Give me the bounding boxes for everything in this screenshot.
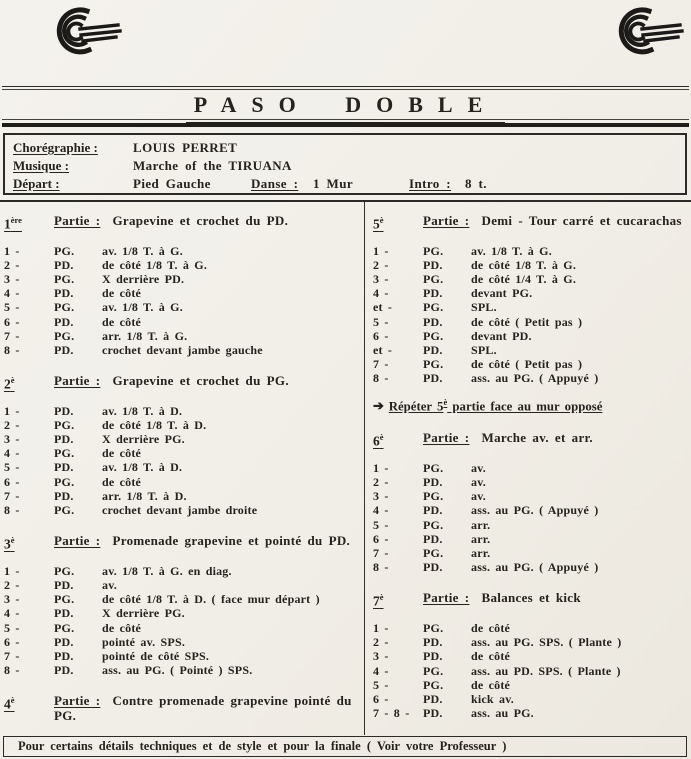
step-count: 7 -: [373, 357, 389, 372]
step-foot: PD.: [54, 286, 74, 301]
step-row: [4, 460, 358, 474]
step-count: 1 -: [4, 403, 20, 418]
step-row: [373, 518, 687, 532]
step-row: [4, 635, 358, 649]
step-foot: PD.: [423, 531, 443, 546]
step-foot: PG.: [423, 300, 444, 315]
step-action: kick av.: [471, 691, 514, 706]
left-column: [0, 202, 364, 735]
choreography-value: LOUIS PERRET: [133, 140, 238, 155]
step-row: [373, 461, 687, 475]
part-number-suffix: è: [379, 215, 384, 225]
step-row: [4, 606, 358, 620]
step-count: 2 -: [4, 417, 20, 432]
step-row: [4, 418, 358, 432]
part-header: [4, 533, 358, 552]
step-foot: PG.: [423, 243, 444, 258]
step-action: de côté 1/8 T. à G.: [471, 257, 577, 272]
step-row: [4, 475, 358, 489]
step-foot: PG.: [54, 446, 75, 461]
step-count: 6 -: [373, 328, 389, 343]
step-count: 5 -: [4, 460, 20, 475]
step-foot: PD.: [54, 403, 74, 418]
concentric-arcs-icon: [608, 4, 684, 58]
part-header: [4, 693, 358, 723]
parts-columns: [0, 200, 691, 735]
step-action: av.: [471, 475, 486, 489]
step-row: [4, 503, 358, 517]
step-count: 4 -: [373, 503, 389, 518]
footer-note-text: Pour certains détails techniques et de style et pour la finale ( Voir votre Professeur ): [18, 739, 507, 753]
step-row: [373, 649, 687, 663]
step-row: [4, 258, 358, 272]
part-title: Partie : Grapevine et crochet du PG.: [54, 373, 289, 389]
step-count: et -: [373, 342, 393, 357]
step-count: 3 -: [373, 649, 389, 664]
part-title: Partie : Demi - Tour carré et cucarachas: [423, 213, 682, 228]
step-foot: PD.: [54, 257, 74, 272]
step-count: 6 -: [4, 634, 20, 649]
step-action: de côté: [471, 649, 511, 664]
part-header: [4, 213, 358, 232]
note-text: è: [443, 396, 448, 407]
step-row: [373, 272, 687, 286]
part-title: Partie : Contre promenade grapevine pointé du PG.: [54, 693, 352, 724]
part-title: Partie : Balances et kick: [423, 590, 581, 606]
step-row: [373, 286, 687, 300]
dance-info-box: [3, 133, 687, 195]
step-row: [373, 489, 687, 503]
step-count: 3 -: [373, 271, 389, 286]
step-foot: PD.: [54, 634, 74, 649]
step-foot: PD.: [423, 691, 443, 706]
step-count: 4 -: [373, 663, 389, 678]
step-count: et -: [373, 300, 393, 315]
step-action: ass. au PG. SPS. ( Plante ): [471, 635, 622, 650]
step-row: [373, 357, 687, 371]
step-action: devant PG.: [471, 286, 533, 301]
part-number: 1ère: [4, 215, 22, 232]
part-number-suffix: è: [10, 535, 15, 546]
part-title: Partie : Marche av. et arr.: [423, 430, 593, 446]
step-action: de côté: [102, 620, 142, 635]
step-foot: PG.: [54, 328, 75, 343]
part-section-1: [4, 213, 358, 357]
step-row: [4, 286, 358, 300]
step-foot: PD.: [423, 342, 443, 357]
step-foot: PG.: [423, 546, 444, 561]
step-action: de côté: [471, 677, 511, 692]
step-row: [373, 329, 687, 343]
step-count: 1 -: [373, 243, 389, 258]
step-count: 7 - 8 -: [373, 706, 410, 721]
step-foot: PG.: [423, 517, 444, 532]
step-foot: PG.: [423, 328, 444, 343]
footer-note-box: [3, 736, 687, 757]
step-row: [4, 621, 358, 635]
part-label: Partie :: [54, 693, 101, 709]
step-foot: PG.: [54, 503, 75, 518]
step-foot: PD.: [54, 488, 74, 503]
part-header: [373, 590, 687, 609]
start-label: Départ :: [13, 176, 60, 191]
step-count: 3 -: [4, 592, 20, 607]
step-foot: PD.: [423, 503, 443, 518]
step-action: arr. 1/8 T. à D.: [102, 488, 187, 503]
step-action: arr.: [471, 517, 491, 532]
step-count: 5 -: [4, 620, 20, 635]
step-action: av. 1/8 T. à D.: [102, 403, 183, 418]
intro-label: Intro :: [409, 176, 452, 191]
part-label: Partie :: [423, 213, 470, 228]
page-title: PASO DOBLE: [186, 92, 506, 123]
step-foot: PG.: [423, 677, 444, 692]
part-header: [373, 430, 687, 449]
part-header: [4, 373, 358, 392]
step-row: [373, 560, 687, 574]
step-action: ass. au PG. ( Appuyé ): [471, 560, 599, 575]
step-foot: PD.: [423, 706, 443, 721]
step-count: 7 -: [373, 546, 389, 561]
step-row: [4, 649, 358, 663]
step-count: 6 -: [4, 314, 20, 329]
info-row-start: [13, 175, 675, 193]
step-count: 8 -: [4, 663, 20, 678]
step-count: 6 -: [373, 531, 389, 546]
part-section-6: [373, 430, 687, 574]
step-row: [373, 706, 687, 720]
step-action: crochet devant jambe droite: [102, 503, 258, 518]
step-count: 2 -: [373, 257, 389, 272]
right-column: [364, 202, 691, 735]
step-foot: PG.: [54, 417, 75, 432]
step-action: pointé av. SPS.: [102, 634, 186, 649]
step-row: [4, 446, 358, 460]
step-action: X derrière PD.: [102, 271, 185, 286]
step-count: 6 -: [373, 691, 389, 706]
step-action: de côté 1/4 T. à G.: [471, 271, 577, 286]
step-count: 5 -: [4, 300, 20, 315]
step-foot: PD.: [423, 257, 443, 272]
step-action: de côté ( Petit pas ): [471, 314, 583, 329]
step-count: 7 -: [4, 648, 20, 663]
step-count: 2 -: [4, 577, 20, 592]
step-count: 8 -: [373, 560, 389, 575]
part-section-5: [373, 213, 687, 414]
part-section-3: [4, 533, 358, 677]
part-number-suffix: è: [379, 592, 384, 603]
choreography-label: Chorégraphie :: [13, 140, 98, 155]
step-row: [373, 546, 687, 560]
step-row: [4, 578, 358, 592]
step-count: 1 -: [4, 563, 20, 578]
step-action: crochet devant jambe gauche: [102, 342, 263, 357]
info-row-choreography: [13, 139, 675, 157]
part-number: $7^è$: [373, 592, 384, 609]
part-label: Partie :: [423, 430, 470, 446]
step-count: 2 -: [4, 257, 20, 272]
part-number: $5^è$: [373, 215, 384, 232]
step-count: 2 -: [373, 475, 389, 489]
note-text: partie face au mur opposé: [447, 398, 603, 413]
mid-rule: [2, 119, 689, 127]
step-row: [4, 404, 358, 418]
step-count: 1 -: [4, 243, 20, 258]
step-row: [373, 621, 687, 635]
step-row: [4, 300, 358, 314]
step-action: av. 1/8 T. à G.: [102, 243, 183, 258]
step-row: [373, 503, 687, 517]
step-foot: PD.: [54, 663, 74, 678]
part-section-2: [4, 373, 358, 517]
step-count: 8 -: [373, 371, 389, 386]
step-row: [4, 272, 358, 286]
step-row: [4, 489, 358, 503]
part-label: Partie :: [54, 213, 101, 228]
step-count: 2 -: [373, 635, 389, 650]
step-count: 6 -: [4, 474, 20, 489]
step-action: de côté: [102, 474, 142, 489]
part-section-4: [4, 693, 358, 735]
step-row: [373, 244, 687, 258]
step-count: 4 -: [4, 286, 20, 301]
step-row: [373, 371, 687, 385]
step-action: devant PD.: [471, 328, 532, 343]
step-foot: PD.: [54, 577, 74, 592]
music-value: Marche of the TIRUANA: [133, 158, 292, 173]
step-foot: PD.: [54, 342, 74, 357]
part-label: Partie :: [54, 373, 101, 389]
step-foot: PD.: [423, 635, 443, 650]
step-row: [4, 244, 358, 258]
part-label: Partie :: [54, 533, 101, 549]
step-action: ass. au PG.: [471, 706, 534, 721]
part-header: [373, 213, 687, 232]
step-count: 4 -: [4, 446, 20, 461]
music-label: Musique :: [13, 158, 69, 173]
dance-count-value: 1 Mur: [313, 176, 354, 191]
step-action: av. 1/8 T. à G.: [471, 243, 552, 258]
step-action: SPL.: [471, 300, 497, 315]
step-row: [4, 329, 358, 343]
step-row: [373, 532, 687, 546]
step-row: [373, 300, 687, 314]
club-logo-right: [608, 4, 684, 63]
step-count: 3 -: [373, 489, 389, 504]
arrow-icon: ➔: [373, 398, 384, 413]
step-foot: PD.: [423, 286, 443, 301]
step-action: de côté 1/8 T. à D.: [102, 417, 207, 432]
part-title: Partie : Promenade grapevine et pointé du PD.: [54, 533, 351, 549]
step-action: arr.: [471, 531, 491, 546]
note-line: [373, 395, 687, 415]
step-row: [373, 343, 687, 357]
step-foot: PG.: [54, 474, 75, 489]
step-row: [4, 564, 358, 578]
step-foot: PG.: [54, 243, 75, 258]
step-foot: PG.: [54, 563, 75, 578]
part-number: $4^è$: [4, 695, 15, 712]
step-foot: PG.: [54, 300, 75, 315]
step-foot: PD.: [54, 460, 74, 475]
step-foot: PD.: [423, 314, 443, 329]
step-action: arr.: [471, 546, 491, 561]
step-action: av.: [471, 489, 486, 504]
part-title: Partie : Grapevine et crochet du PD.: [54, 213, 289, 228]
step-foot: PD.: [54, 314, 74, 329]
top-rule: [2, 86, 689, 90]
step-action: av.: [102, 577, 117, 592]
step-action: ass. au PG. ( Appuyé ): [471, 371, 599, 386]
part-number: $2^è$: [4, 375, 15, 392]
step-action: av. 1/8 T. à G.: [102, 300, 183, 315]
step-foot: PG.: [423, 357, 444, 372]
step-action: av.: [471, 460, 486, 475]
step-foot: PG.: [423, 663, 444, 678]
step-row: [373, 664, 687, 678]
step-count: 5 -: [373, 314, 389, 329]
part-number-suffix: è: [379, 432, 384, 443]
step-foot: PD.: [423, 371, 443, 386]
step-row: [373, 635, 687, 649]
step-foot: PG.: [54, 271, 75, 286]
step-count: 4 -: [4, 606, 20, 621]
concentric-arcs-icon: [46, 4, 122, 58]
step-count: 5 -: [373, 677, 389, 692]
step-row: [373, 678, 687, 692]
step-action: de côté: [102, 314, 142, 329]
step-count: 3 -: [4, 432, 20, 447]
part-section-7: [373, 590, 687, 735]
step-foot: PD.: [423, 649, 443, 664]
step-action: SPL.: [471, 342, 497, 357]
part-number: $3^è$: [4, 535, 15, 552]
step-count: 3 -: [4, 271, 20, 286]
part-number-suffix: è: [10, 695, 15, 706]
step-action: X derrière PG.: [102, 606, 185, 621]
part-label: Partie :: [423, 590, 470, 606]
step-row: [4, 663, 358, 677]
step-foot: PG.: [423, 489, 444, 504]
step-count: 8 -: [4, 342, 20, 357]
step-count: 5 -: [373, 517, 389, 532]
step-action: de côté: [102, 446, 142, 461]
step-action: de côté 1/8 T. à G.: [102, 257, 208, 272]
step-row: [373, 258, 687, 272]
step-row: [4, 315, 358, 329]
step-foot: PG.: [423, 460, 444, 475]
step-foot: PD.: [54, 648, 74, 663]
step-action: de côté 1/8 T. à D. ( face mur départ ): [102, 592, 320, 607]
intro-value: 8 t.: [465, 176, 487, 191]
step-foot: PG.: [54, 592, 75, 607]
step-row: [4, 432, 358, 446]
step-row: [373, 692, 687, 706]
step-action: ass. au PG. ( Pointé ) SPS.: [102, 663, 253, 678]
part-number-suffix: ère: [10, 215, 22, 225]
step-foot: PD.: [54, 432, 74, 447]
part-number: $6^è$: [373, 432, 384, 449]
step-count: 7 -: [4, 488, 20, 503]
step-action: av. 1/8 T. à D.: [102, 460, 183, 475]
step-count: 8 -: [4, 503, 20, 518]
step-foot: PG.: [423, 620, 444, 635]
step-action: X derrière PG.: [102, 432, 185, 447]
step-row: [373, 315, 687, 329]
step-foot: PG.: [423, 271, 444, 286]
step-count: 1 -: [373, 460, 389, 475]
part-number-suffix: è: [10, 375, 15, 386]
step-action: av. 1/8 T. à G. en diag.: [102, 563, 232, 578]
step-count: 1 -: [373, 620, 389, 635]
club-logo-left: [46, 4, 122, 63]
start-value: Pied Gauche: [133, 176, 211, 191]
step-action: ass. au PG. ( Appuyé ): [471, 503, 599, 518]
step-action: de côté: [102, 286, 142, 301]
step-action: de côté: [471, 620, 511, 635]
step-foot: PD.: [423, 560, 443, 575]
step-row: [4, 343, 358, 357]
step-action: arr. 1/8 T. à G.: [102, 328, 188, 343]
step-count: 4 -: [373, 286, 389, 301]
step-foot: PD.: [54, 606, 74, 621]
note-text: Répéter 5: [388, 398, 444, 413]
step-action: ass. au PD. SPS. ( Plante ): [471, 663, 621, 678]
step-count: 7 -: [4, 328, 20, 343]
info-row-music: [13, 157, 675, 175]
step-foot: PD.: [423, 475, 443, 489]
dance-count-label: Danse :: [251, 176, 299, 191]
step-row: [4, 592, 358, 606]
step-row: [373, 475, 687, 489]
step-action: de côté ( Petit pas ): [471, 357, 583, 372]
step-foot: PG.: [54, 620, 75, 635]
step-action: pointé de côté SPS.: [102, 648, 210, 663]
